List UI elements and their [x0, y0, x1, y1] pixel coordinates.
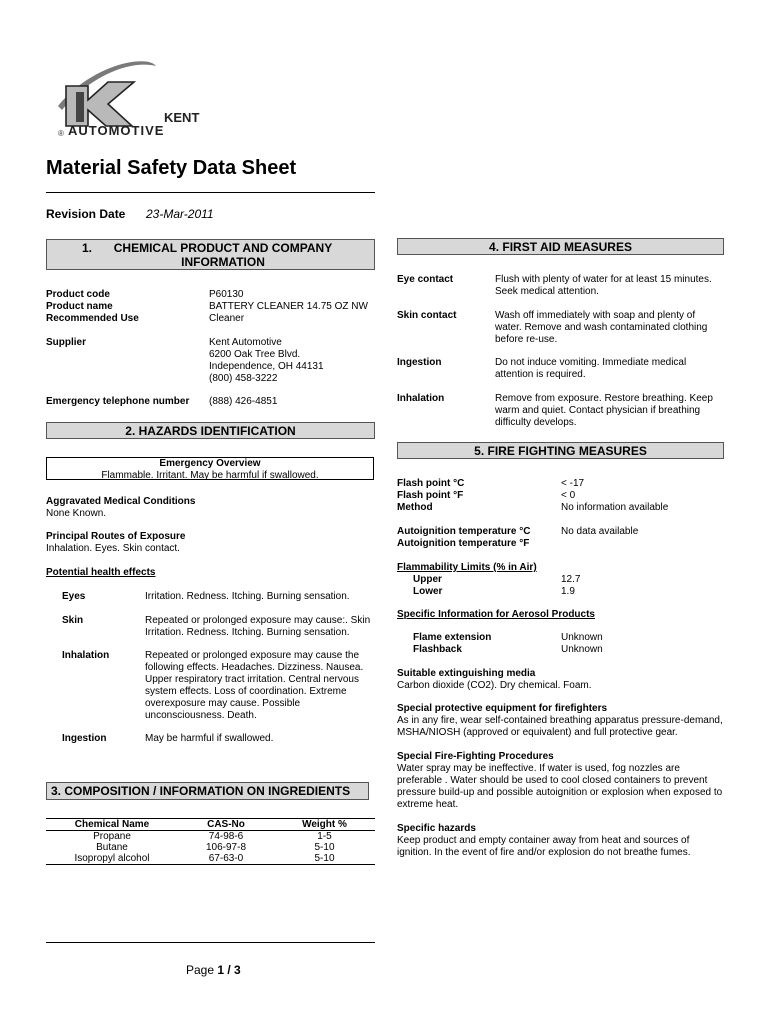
footer-divider	[46, 942, 375, 943]
aggravated-conditions-title: Aggravated Medical Conditions	[46, 496, 196, 507]
page-number	[186, 963, 241, 978]
recommended-use-value: Cleaner	[209, 313, 245, 324]
skin-text-line: Irritation. Redness. Itching. Burning sensation.	[145, 627, 350, 638]
extinguishing-media-title: Suitable extinguishing media	[397, 668, 536, 679]
emergency-phone-label: Emergency telephone number	[46, 396, 190, 407]
fire-procedures-title: Special Fire-Fighting Procedures	[397, 751, 554, 762]
eyes-text: Irritation. Redness. Itching. Burning sensation.	[145, 591, 350, 602]
product-code-value: P60130	[209, 289, 244, 300]
ingredients-table	[46, 818, 375, 865]
inhalation-text-line: system effects. Loss of coordination. Extreme	[145, 686, 347, 697]
flame-extension-value: Unknown	[561, 632, 603, 643]
table-row	[46, 853, 375, 865]
routes-exposure-text: Inhalation. Eyes. Skin contact.	[46, 543, 180, 554]
section-5-header: 5. FIRE FIGHTING MEASURES	[397, 442, 724, 459]
kent-automotive-logo	[52, 52, 202, 136]
section-1-header	[46, 239, 375, 270]
specific-hazards-title: Specific hazards	[397, 823, 476, 834]
emergency-overview-text: Flammable. Irritant. May be harmful if swallowed.	[101, 470, 319, 481]
protective-equipment-title: Special protective equipment for firefighters	[397, 703, 608, 714]
supplier-line: (800) 458-3222	[209, 373, 278, 384]
inhalation-text-line: following effects. Headaches. Dizziness. Nausea.	[145, 662, 364, 673]
supplier-line: Independence, OH 44131	[209, 361, 324, 372]
autoignition-f-label: Autoignition temperature °F	[397, 538, 530, 549]
aerosol-info-title: Specific Information for Aerosol Products	[397, 609, 595, 620]
skin-contact-line: before re-use.	[495, 334, 558, 345]
column-header-chemical-name: Chemical Name	[46, 819, 178, 831]
logo-reg-mark: ®	[58, 129, 64, 136]
table-row	[46, 831, 375, 843]
section-1-title: CHEMICAL PRODUCT AND COMPANY INFORMATION	[113, 241, 333, 269]
upper-limit-value: 12.7	[561, 574, 581, 585]
weight-cell: 1-5	[317, 831, 332, 842]
eye-contact-line: Seek medical attention.	[495, 286, 599, 297]
chemical-name-cell: Isopropyl alcohol	[46, 853, 178, 865]
supplier-label: Supplier	[46, 337, 87, 348]
page-label: Page	[186, 963, 215, 977]
flashback-value: Unknown	[561, 644, 603, 655]
first-aid-ingestion-line: attention is required.	[495, 369, 586, 380]
logo-automotive-text: AUTOMOTIVE	[68, 123, 165, 136]
document-title: Material Safety Data Sheet	[46, 157, 297, 179]
revision-date-label: Revision Date	[46, 207, 126, 221]
section-1-number: 1.	[82, 241, 93, 255]
skin-label: Skin	[62, 615, 84, 626]
first-aid-ingestion-label: Ingestion	[397, 357, 442, 368]
flash-point-f-label: Flash point °F	[397, 490, 464, 501]
eye-contact-line: Flush with plenty of water for at least 15 minutes.	[495, 274, 712, 285]
product-name-label: Product name	[46, 301, 113, 312]
health-effects-title: Potential health effects	[46, 567, 156, 578]
skin-contact-line: water. Remove and wash contaminated clothing	[495, 322, 708, 333]
column-header-weight: Weight %	[274, 819, 375, 831]
specific-hazards-line: ignition. In the event of fire and/or explosion do not breathe fumes.	[397, 847, 691, 858]
flash-point-f-value: < 0	[561, 490, 576, 501]
section-2-header: 2. HAZARDS IDENTIFICATION	[46, 422, 375, 439]
fire-procedures-line: Water spray may be ineffective. If water is used, fog nozzles are	[397, 763, 680, 774]
weight-cell: 5-10	[314, 842, 335, 853]
inhalation-text-line: unconsciousness. Death.	[145, 710, 257, 721]
table-row	[46, 842, 375, 853]
inhalation-text-line: Repeated or prolonged exposure may cause the	[145, 650, 360, 661]
emergency-overview-title: Emergency Overview	[159, 458, 261, 469]
fire-procedures-line: extreme heat.	[397, 799, 459, 810]
first-aid-ingestion-line: Do not induce vomiting. Immediate medical	[495, 357, 687, 368]
flash-point-c-value: < -17	[561, 478, 585, 489]
routes-exposure-title: Principal Routes of Exposure	[46, 531, 186, 542]
ingestion-label: Ingestion	[62, 733, 107, 744]
column-header-cas-no: CAS-No	[178, 819, 274, 831]
skin-contact-label: Skin contact	[397, 310, 457, 321]
flame-extension-label: Flame extension	[413, 632, 492, 643]
supplier-line: Kent Automotive	[209, 337, 282, 348]
chemical-name-cell: Butane	[96, 842, 128, 853]
method-label: Method	[397, 502, 433, 513]
chemical-name-cell: Propane	[93, 831, 131, 842]
supplier-line: 6200 Oak Tree Blvd.	[209, 349, 301, 360]
skin-contact-line: Wash off immediately with soap and plenty of	[495, 310, 696, 321]
autoignition-c-label: Autoignition temperature °C	[397, 526, 531, 537]
skin-text-line: Repeated or prolonged exposure may cause:. Skin	[145, 615, 371, 626]
eye-contact-label: Eye contact	[397, 274, 454, 285]
first-aid-inhalation-line: difficulty develops.	[495, 417, 577, 428]
protective-equipment-line: MSHA/NIOSH (approved or equivalent) and full protective gear.	[397, 727, 678, 738]
title-divider	[46, 192, 375, 193]
ingredients-header-row	[46, 819, 375, 831]
inhalation-text-line: Upper respiratory tract irritation. Central nervous	[145, 674, 359, 685]
emergency-phone-value: (888) 426-4851	[209, 396, 278, 407]
aggravated-conditions-text: None Known.	[46, 508, 107, 519]
inhalation-text-line: overexposure may cause. Possible	[145, 698, 301, 709]
flashback-label: Flashback	[413, 644, 462, 655]
first-aid-inhalation-line: warm and quiet. Contact physician if breathing	[495, 405, 701, 416]
product-name-value: BATTERY CLEANER 14.75 OZ NW	[209, 301, 368, 312]
section-4-header: 4. FIRST AID MEASURES	[397, 238, 724, 255]
recommended-use-label: Recommended Use	[46, 313, 139, 324]
method-value: No information available	[561, 502, 669, 513]
cas-no-cell: 67-63-0	[178, 853, 274, 865]
page-count: 1 / 3	[217, 963, 241, 977]
extinguishing-media-text: Carbon dioxide (CO2). Dry chemical. Foam.	[397, 680, 592, 691]
logo-kent-text: KENT	[164, 110, 200, 125]
fire-procedures-line: pressure build-up and possible autoignition or explosion when exposed to	[397, 787, 723, 798]
flash-point-c-label: Flash point °C	[397, 478, 465, 489]
ingestion-text: May be harmful if swallowed.	[145, 733, 274, 744]
protective-equipment-line: As in any fire, wear self-contained breathing apparatus pressure-demand,	[397, 715, 723, 726]
eyes-label: Eyes	[62, 591, 86, 602]
inhalation-label: Inhalation	[62, 650, 110, 661]
upper-limit-label: Upper	[413, 574, 442, 585]
cas-no-cell: 106-97-8	[205, 842, 247, 853]
flammability-limits-title: Flammability Limits (% in Air)	[397, 562, 537, 573]
first-aid-inhalation-label: Inhalation	[397, 393, 445, 404]
cas-no-cell: 74-98-6	[208, 831, 244, 842]
section-3-header: 3. COMPOSITION / INFORMATION ON INGREDIENTS	[46, 782, 369, 800]
lower-limit-value: 1.9	[561, 586, 575, 597]
lower-limit-label: Lower	[413, 586, 443, 597]
weight-cell: 5-10	[274, 853, 375, 865]
autoignition-value: No data available	[561, 526, 639, 537]
revision-date-value: 23-Mar-2011	[146, 207, 214, 221]
emergency-overview-box	[46, 457, 374, 480]
fire-procedures-line: preferable . Water should be used to cool closed containers to prevent	[397, 775, 708, 786]
product-code-label: Product code	[46, 289, 110, 300]
specific-hazards-line: Keep product and empty container away from heat and sources of	[397, 835, 690, 846]
first-aid-inhalation-line: Remove from exposure. Restore breathing. Keep	[495, 393, 713, 404]
